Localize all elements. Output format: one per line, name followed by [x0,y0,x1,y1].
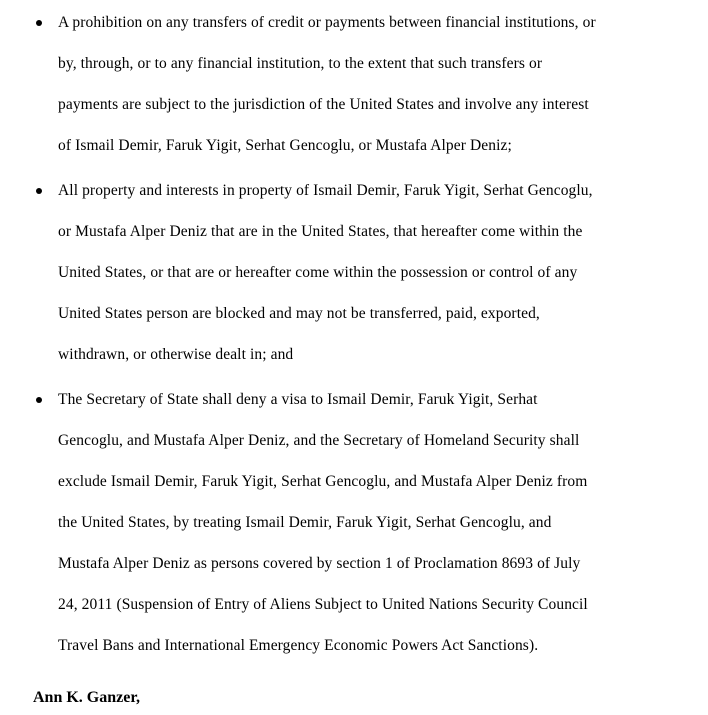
bullet-text-line: United States person are blocked and may not be transferred, paid, exported, [58,305,540,322]
bullet-text-line: or Mustafa Alper Deniz that are in the United States, that hereafter come within the [58,223,583,240]
bullet-text-line: United States, or that are or hereafter come within the possession or control of any [58,264,578,281]
bullet-dot-icon [36,397,42,403]
bullet-dot-icon [36,20,42,26]
bullet-dot-icon [36,188,42,194]
bullet-text-line: A prohibition on any transfers of credit or payments between financial institutions, or [58,14,596,31]
bullet-text-line: Mustafa Alper Deniz as persons covered by section 1 of Proclamation 8693 of July [58,555,581,572]
signature-name: Ann K. Ganzer, [33,689,140,706]
bullet-text-line: exclude Ismail Demir, Faruk Yigit, Serhat Gencoglu, and Mustafa Alper Deniz from [58,473,588,490]
bullet-text-line: All property and interests in property of Ismail Demir, Faruk Yigit, Serhat Gencoglu, [58,182,593,199]
bullet-text-line: 24, 2011 (Suspension of Entry of Aliens Subject to United Nations Security Council [58,596,588,613]
bullet-text-line: by, through, or to any financial institution, to the extent that such transfers or [58,55,543,72]
bullet-text-line: Travel Bans and International Emergency Economic Powers Act Sanctions). [58,637,539,654]
bullet-text-line: Gencoglu, and Mustafa Alper Deniz, and the Secretary of Homeland Security shall [58,432,580,449]
bullet-text-line: The Secretary of State shall deny a visa to Ismail Demir, Faruk Yigit, Serhat [58,391,538,408]
bullet-text-block [58,170,708,375]
bullet-text-line: of Ismail Demir, Faruk Yigit, Serhat Gencoglu, or Mustafa Alper Deniz; [58,137,512,154]
bullet-text-line: payments are subject to the jurisdiction of the United States and involve any interest [58,96,589,113]
bullet-text-line: withdrawn, or otherwise dealt in; and [58,346,294,363]
bullet-text-block [58,379,708,666]
bullet-text-line: the United States, by treating Ismail Demir, Faruk Yigit, Serhat Gencoglu, and [58,514,552,531]
bullet-item-visa-denial [0,379,708,666]
bullet-item-property-blocked [0,170,708,375]
bullet-item-prohibition-transfers [0,2,708,166]
bullet-text-block [58,2,708,166]
